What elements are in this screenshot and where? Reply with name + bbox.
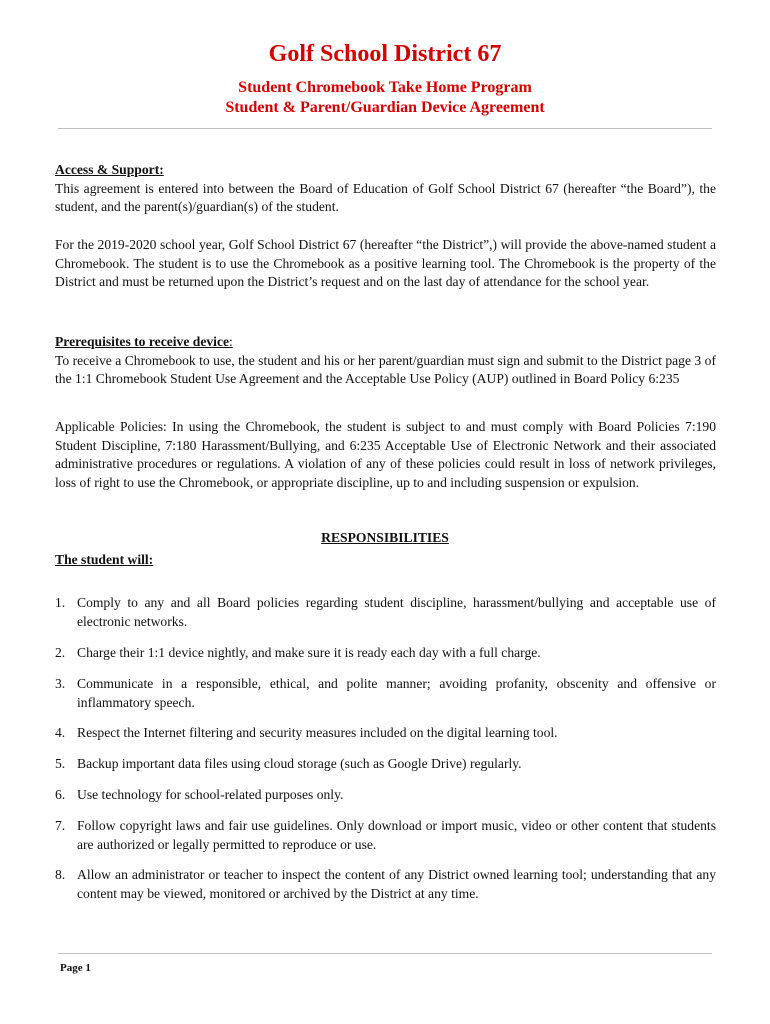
prerequisites-heading: Prerequisites to receive device: [55, 334, 230, 349]
student-will-block: [55, 551, 716, 570]
list-item: 2. Charge their 1:1 device nightly, and make sure it is ready each day with a full charge.: [55, 645, 541, 660]
prerequisites-heading-colon: :: [229, 334, 233, 349]
access-section: [55, 161, 716, 217]
applicable-policies-block: [55, 418, 716, 493]
district-title: Golf School District 67: [268, 41, 502, 67]
access-paragraph-2-block: [55, 236, 716, 292]
program-title: Student Chromebook Take Home Program: [238, 79, 532, 96]
list-item: 1. Comply to any and all Board policies regarding student discipline, harassment/bullying and acceptable use of electronic networks.: [55, 595, 716, 629]
list-item: 3. Communicate in a responsible, ethical, and polite manner; avoiding profanity, obscenity and offensive or inflammatory speech.: [55, 676, 716, 710]
list-item: 4. Respect the Internet filtering and security measures included on the digital learning tool.: [55, 725, 558, 740]
agreement-title: Student & Parent/Guardian Device Agreement: [225, 99, 545, 116]
responsibilities-heading: RESPONSIBILITIES: [321, 530, 449, 545]
prerequisites-paragraph-1: To receive a Chromebook to use, the student and his or her parent/guardian must sign and submit to the District page 3 of the 1:1 Chromebook Student Use Agreement and the Acceptable Use Policy (AUP) outlined in Board Policy 6:235: [55, 352, 716, 387]
student-will-heading: The student will:: [55, 552, 154, 567]
prerequisites-section: [55, 333, 716, 389]
header-divider: [58, 128, 712, 129]
footer-divider: [58, 953, 712, 954]
access-heading: Access & Support:: [55, 162, 164, 177]
page-number: Page 1: [60, 962, 91, 974]
applicable-policies-paragraph: Applicable Policies: In using the Chromebook, the student is subject to and must comply with Board Policies 7:190 Student Discipline, 7:180 Harassment/Bullying, and 6:235 Acceptable Use of Electronic Network and their associated administrative procedures or regulations. A violation of any of these policies could result in loss of network privileges, loss of right to use the Chromebook, or appropriate discipline, up to and including suspension or expulsion.: [55, 419, 716, 491]
access-paragraph-2: For the 2019-2020 school year, Golf School District 67 (hereafter “the District”,) will provide the above-named student a Chromebook. The student is to use the Chromebook as a positive learning tool. The Chromebook is the property of the District and must be returned upon the District’s request and on the last day of attendance for the school year.: [55, 237, 716, 290]
access-paragraph-1: This agreement is entered into between the Board of Education of Golf School District 67 (hereafter “the Board”), the student, and the parent(s)/guardian(s) of the student.: [55, 180, 716, 215]
list-item: 5. Backup important data files using cloud storage (such as Google Drive) regularly.: [55, 756, 522, 771]
list-item: 7. Follow copyright laws and fair use guidelines. Only download or import music, video or other content that students are authorized or legally permitted to reproduce or use.: [55, 818, 716, 852]
list-item: 8. Allow an administrator or teacher to inspect the content of any District owned learning tool; understanding that any content may be viewed, monitored or archived by the District at any time.: [55, 867, 716, 901]
document-header: [0, 40, 770, 117]
list-item: 6. Use technology for school-related purposes only.: [55, 787, 344, 802]
